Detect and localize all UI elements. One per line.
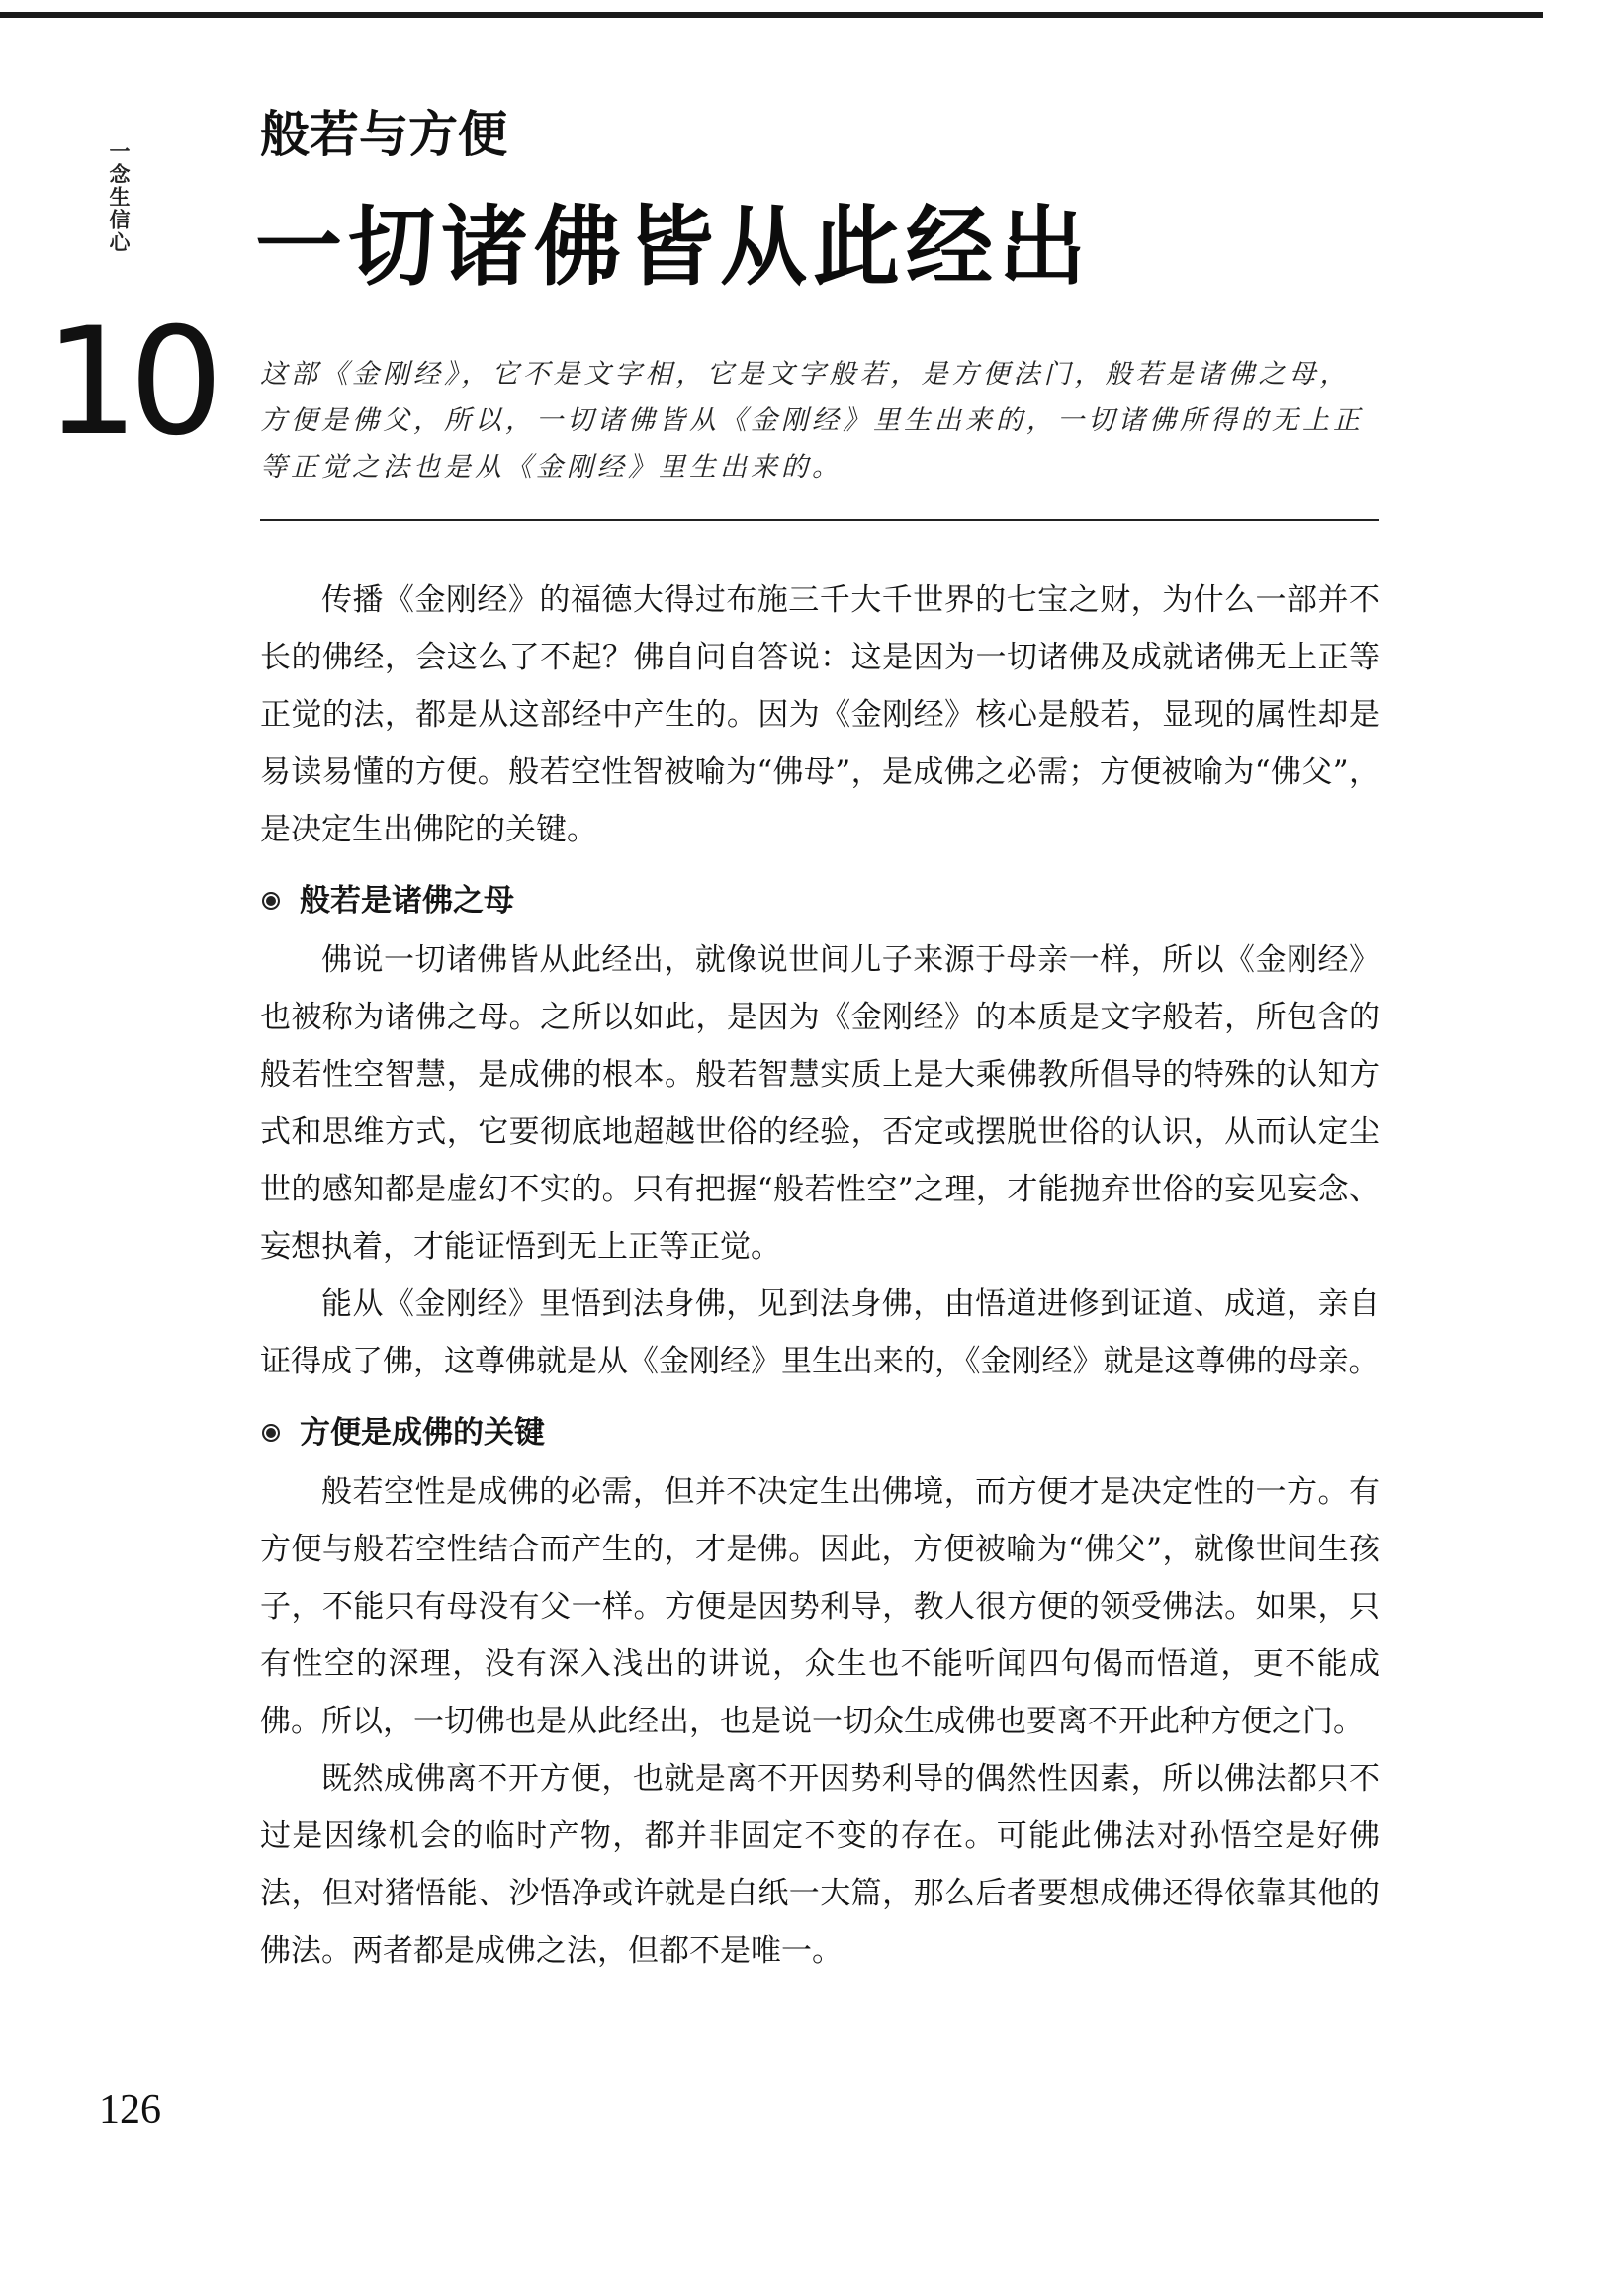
- page-title: 一切诸佛皆从此经出: [255, 196, 1093, 298]
- header-rule: [0, 12, 1543, 18]
- section-heading-text: 方便是成佛的关键: [300, 1415, 545, 1451]
- section-heading: [260, 1404, 1379, 1461]
- chapter-number: 10: [44, 297, 214, 469]
- body-paragraph: 传播《金刚经》的福德大得过布施三千大千世界的七宝之财，为什么一部并不长的佛经，会这么了不起？佛自问自答说：这是因为一切诸佛及成就诸佛无上正等正觉的法，都是从这部经中产生的。因为《金刚经》核心是般若，显现的属性却是易读易懂的方便。般若空性智被喻为“佛母”，是成佛之必需；方便被喻为“佛父”，是决定生出佛陀的关键。: [260, 582, 1379, 847]
- running-head-label: 一念生信心: [107, 140, 131, 254]
- body-paragraph: 佛说一切诸佛皆从此经出，就像说世间儿子来源于母亲一样，所以《金刚经》也被称为诸佛之母。之所以如此，是因为《金刚经》的本质是文字般若，所包含的般若性空智慧，是成佛的根本。般若智慧实质上是大乘佛教所倡导的特殊的认知方式和思维方式，它要彻底地超越世俗的经验，否定或摆脱世俗的认识，从而认定尘世的感知都是虚幻不实的。只有把握“般若性空”之理，才能抛弃世俗的妄见妄念、妄想执着，才能证悟到无上正等正觉。: [260, 942, 1379, 1265]
- body-paragraph: 既然成佛离不开方便，也就是离不开因势利导的偶然性因素，所以佛法都只不过是因缘机会的临时产物，都并非固定不变的存在。可能此佛法对孙悟空是好佛法，但对猪悟能、沙悟净或许就是白纸一大篇，那么后者要想成佛还得依靠其他的佛法。两者都是成佛之法，但都不是唯一。: [260, 1761, 1379, 1969]
- section-heading-text: 般若是诸佛之母: [300, 883, 514, 919]
- section-kicker: 般若与方便: [260, 105, 507, 163]
- page-number: 126: [99, 2087, 161, 2133]
- article-body: [260, 572, 1379, 1980]
- bullet-icon: [262, 1424, 280, 1442]
- body-paragraph: 能从《金刚经》里悟到法身佛，见到法身佛，由悟道进修到证道、成道，亲自证得成了佛，这尊佛就是从《金刚经》里生出来的，《金刚经》就是这尊佛的母亲。: [260, 1286, 1379, 1379]
- intro-paragraph: 这部《金刚经》，它不是文字相，它是文字般若，是方便法门，般若是诸佛之母，方便是佛父，所以，一切诸佛皆从《金刚经》里生出来的，一切诸佛所得的无上正等正觉之法也是从《金刚经》里生出来的。: [260, 359, 1364, 483]
- body-paragraph: 般若空性是成佛的必需，但并不决定生出佛境，而方便才是决定性的一方。有方便与般若空性结合而产生的，才是佛。因此，方便被喻为“佛父”，就像世间生孩子，不能只有母没有父一样。方便是因势利导，教人很方便的领受佛法。如果，只有性空的深理，没有深入浅出的讲说，众生也不能听闻四句偈而悟道，更不能成佛。所以，一切佛也是从此经出，也是说一切众生成佛也要离不开此种方便之门。: [260, 1474, 1379, 1739]
- intro-divider: [260, 519, 1379, 521]
- section-heading: [260, 872, 1379, 929]
- bullet-icon: [262, 892, 280, 910]
